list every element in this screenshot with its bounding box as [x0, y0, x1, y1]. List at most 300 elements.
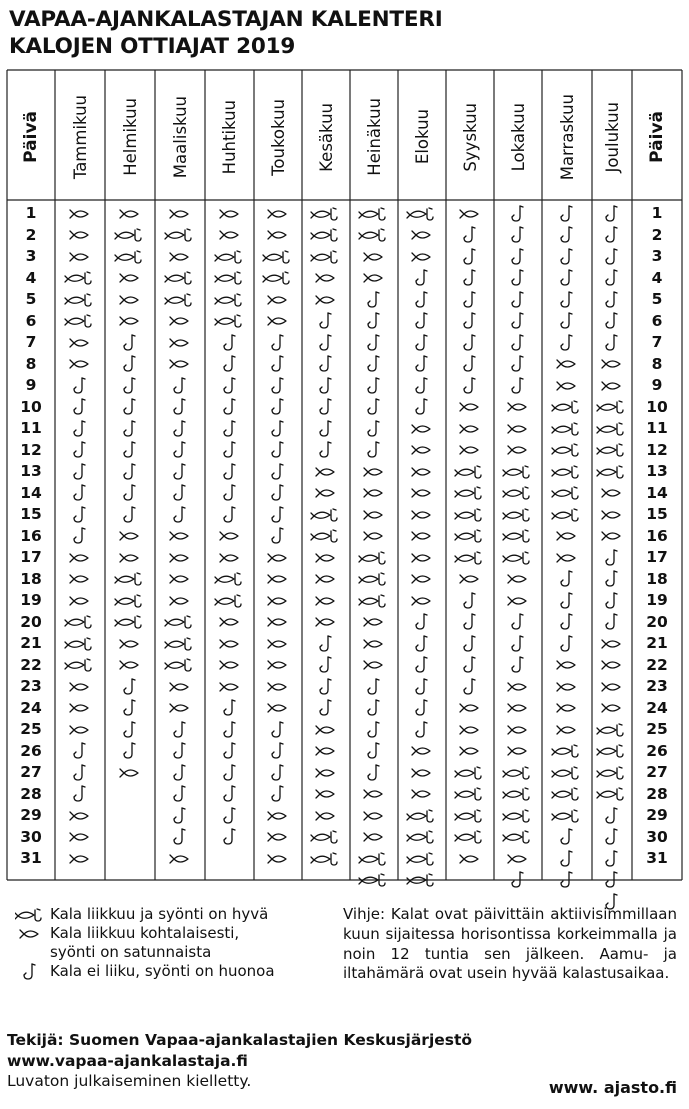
hook-icon [544, 289, 590, 311]
fish-icon [544, 719, 590, 741]
day-number: 31 [20, 849, 42, 867]
fish-icon [207, 203, 253, 225]
hook-icon [544, 612, 590, 634]
hook-icon [351, 741, 397, 763]
hook-icon [495, 203, 541, 225]
hook-icon [255, 483, 301, 505]
day-number: 24 [646, 698, 668, 717]
fish-with-hook-icon [495, 547, 541, 569]
day-number: 10 [646, 397, 668, 416]
fish-icon [495, 569, 541, 591]
day-number: 8 [651, 354, 663, 373]
day-number: 16 [646, 526, 668, 545]
day-number: 18 [646, 569, 668, 588]
hook-icon [351, 354, 397, 376]
day-number: 27 [646, 763, 668, 781]
fish-icon [495, 848, 541, 870]
hook-icon [447, 332, 493, 354]
fish-with-hook-icon [447, 461, 493, 483]
fish-with-hook-icon [255, 268, 301, 290]
hook-icon [157, 397, 203, 419]
day-number: 15 [646, 505, 668, 523]
hook-icon [10, 962, 50, 981]
hook-icon [589, 289, 635, 311]
hook-icon [399, 719, 445, 741]
day-number: 20 [646, 612, 668, 631]
fish-with-hook-icon [157, 268, 203, 290]
hook-icon [207, 827, 253, 849]
fish-with-hook-icon [399, 848, 445, 870]
fish-with-hook-icon [589, 397, 635, 419]
fish-with-hook-icon [157, 655, 203, 677]
legend-bad-text: Kala ei liiku, syönti on huonoa [50, 962, 275, 980]
hook-icon [544, 633, 590, 655]
fish-icon [57, 590, 103, 612]
fish-with-hook-icon [544, 397, 590, 419]
fish-with-hook-icon [399, 203, 445, 225]
hook-icon [589, 569, 635, 591]
fish-with-hook-icon [589, 762, 635, 784]
fish-icon [157, 526, 203, 548]
fish-icon [447, 698, 493, 720]
fish-icon [447, 719, 493, 741]
hook-icon [589, 225, 635, 247]
day-number: 25 [20, 720, 42, 738]
hook-icon [589, 332, 635, 354]
hook-icon [351, 719, 397, 741]
fish-icon [351, 268, 397, 290]
hook-icon [207, 440, 253, 462]
fish-icon [57, 698, 103, 720]
fish-icon [255, 676, 301, 698]
legend-good-text: Kala liikkuu ja syönti on hyvä [50, 905, 269, 923]
fish-icon [495, 719, 541, 741]
day-number: 13 [20, 462, 42, 480]
day-number: 6 [651, 311, 663, 330]
fish-icon [157, 569, 203, 591]
fish-icon [255, 289, 301, 311]
hook-icon [351, 418, 397, 440]
fish-icon [495, 590, 541, 612]
hook-icon [255, 504, 301, 526]
fish-with-hook-icon [57, 612, 103, 634]
hook-icon [207, 504, 253, 526]
fish-icon [157, 547, 203, 569]
day-number: 25 [646, 720, 668, 738]
fish-with-hook-icon [107, 612, 153, 634]
fish-with-hook-icon [207, 590, 253, 612]
hook-icon [303, 633, 349, 655]
legend-moderate-text-2: syönti on satunnaista [50, 943, 212, 961]
hook-icon [207, 483, 253, 505]
month-header [55, 78, 105, 196]
hook-icon [157, 483, 203, 505]
fish-with-hook-icon [157, 289, 203, 311]
hook-icon [495, 633, 541, 655]
hook-icon [447, 246, 493, 268]
hook-icon [544, 268, 590, 290]
day-number: 4 [25, 268, 37, 287]
month-header [155, 78, 205, 196]
hook-icon [399, 633, 445, 655]
hook-icon [589, 870, 635, 892]
hook-icon [303, 655, 349, 677]
hook-icon [157, 375, 203, 397]
header-label: Heinäkuu [364, 98, 384, 176]
fish-with-hook-icon [447, 504, 493, 526]
day-number: 9 [651, 376, 663, 394]
fish-icon [107, 633, 153, 655]
header-label: Maaliskuu [170, 95, 190, 179]
hook-icon [107, 418, 153, 440]
fish-with-hook-icon [589, 461, 635, 483]
day-number: 21 [646, 634, 668, 652]
fish-icon [495, 418, 541, 440]
fish-icon [351, 805, 397, 827]
hook-icon [303, 440, 349, 462]
hook-icon [255, 784, 301, 806]
header-label: Syyskuu [460, 102, 480, 172]
day-number: 9 [25, 376, 37, 394]
fish-with-hook-icon [207, 569, 253, 591]
fish-icon [303, 762, 349, 784]
footer-maker: Tekijä: Suomen Vapaa-ajankalastajien Keskusjärjestö [7, 1031, 473, 1049]
hook-icon [589, 268, 635, 290]
day-number: 2 [25, 225, 37, 244]
fish-icon [351, 633, 397, 655]
fish-with-hook-icon [303, 225, 349, 247]
title-line-2: KALOJEN OTTIAJAT 2019 [9, 34, 296, 59]
fish-icon [399, 784, 445, 806]
hook-icon [589, 590, 635, 612]
day-number: 28 [646, 784, 668, 803]
fish-icon [399, 569, 445, 591]
fish-icon [57, 332, 103, 354]
hook-icon [399, 698, 445, 720]
day-number: 19 [20, 591, 42, 609]
fish-icon [399, 483, 445, 505]
hook-icon [303, 397, 349, 419]
fish-with-hook-icon [157, 633, 203, 655]
hook-icon [107, 397, 153, 419]
hook-icon [57, 504, 103, 526]
hook-icon [255, 332, 301, 354]
hook-icon [399, 268, 445, 290]
hook-icon [495, 225, 541, 247]
hook-icon [255, 762, 301, 784]
hook-icon [495, 612, 541, 634]
hook-icon [589, 246, 635, 268]
fish-with-hook-icon [351, 590, 397, 612]
legend-moderate [10, 924, 315, 962]
day-number: 11 [20, 419, 42, 437]
month-header [105, 78, 155, 196]
fish-icon [544, 676, 590, 698]
hook-icon [157, 741, 203, 763]
fish-icon [255, 225, 301, 247]
hook-icon [207, 784, 253, 806]
day-number: 12 [646, 440, 668, 459]
fish-icon [10, 924, 50, 943]
day-number: 21 [20, 634, 42, 652]
fish-with-hook-icon [303, 526, 349, 548]
day-number: 3 [25, 247, 37, 265]
page-title [9, 6, 443, 60]
day-number: 19 [646, 591, 668, 609]
fish-with-hook-icon [589, 418, 635, 440]
footer-url: www.vapaa-ajankalastaja.fi [7, 1051, 248, 1070]
hook-icon [107, 483, 153, 505]
legend-bad [10, 962, 315, 981]
hook-icon [157, 440, 203, 462]
hook-icon [57, 397, 103, 419]
hook-icon [255, 741, 301, 763]
hook-icon [255, 719, 301, 741]
fish-with-hook-icon [495, 762, 541, 784]
fish-icon [57, 246, 103, 268]
fish-with-hook-icon [495, 827, 541, 849]
fish-with-hook-icon [447, 483, 493, 505]
hook-icon [544, 870, 590, 892]
fish-icon [303, 590, 349, 612]
fish-icon [255, 805, 301, 827]
hook-icon [255, 440, 301, 462]
fish-icon [207, 526, 253, 548]
fish-icon [303, 461, 349, 483]
fish-with-hook-icon [544, 762, 590, 784]
fish-with-hook-icon [107, 246, 153, 268]
month-header [542, 78, 592, 196]
fish-with-hook-icon [495, 526, 541, 548]
fish-icon [447, 397, 493, 419]
hook-icon [351, 676, 397, 698]
fish-icon [157, 246, 203, 268]
day-number: 30 [20, 827, 42, 846]
hook-icon [351, 289, 397, 311]
hook-icon [255, 354, 301, 376]
fish-icon [589, 655, 635, 677]
hook-icon [447, 655, 493, 677]
hook-icon [544, 590, 590, 612]
title-line-1: VAPAA-AJANKALASTAJAN KALENTERI [9, 7, 443, 32]
hook-icon [399, 332, 445, 354]
header-label: Päivä [647, 111, 667, 163]
day-number: 26 [20, 741, 42, 760]
fish-icon [544, 698, 590, 720]
fish-icon [207, 676, 253, 698]
fish-icon [303, 805, 349, 827]
fish-icon [399, 225, 445, 247]
fish-icon [57, 827, 103, 849]
fish-icon [157, 332, 203, 354]
hook-icon [107, 375, 153, 397]
day-number: 17 [646, 548, 668, 566]
fish-icon [399, 461, 445, 483]
hook-icon [107, 504, 153, 526]
fish-icon [255, 698, 301, 720]
footer-rights: Luvaton julkaiseminen kielletty. [7, 1072, 252, 1090]
day-number: 18 [20, 569, 42, 588]
day-number: 31 [646, 849, 668, 867]
fish-with-hook-icon [10, 905, 50, 924]
fish-icon [447, 440, 493, 462]
hook-icon [303, 332, 349, 354]
fish-icon [351, 461, 397, 483]
day-number: 23 [20, 677, 42, 695]
fish-icon [157, 590, 203, 612]
fish-icon [589, 676, 635, 698]
fish-icon [544, 375, 590, 397]
hook-icon [157, 827, 203, 849]
day-number: 22 [646, 655, 668, 674]
fish-icon [107, 526, 153, 548]
hook-icon [157, 461, 203, 483]
fish-icon [207, 633, 253, 655]
hook-icon [495, 354, 541, 376]
hook-icon [447, 225, 493, 247]
fish-with-hook-icon [303, 827, 349, 849]
day-number: 20 [20, 612, 42, 631]
day-number: 27 [20, 763, 42, 781]
day-number: 3 [651, 247, 663, 265]
month-header [302, 78, 350, 196]
fish-icon [399, 762, 445, 784]
fish-icon [303, 289, 349, 311]
fish-with-hook-icon [107, 225, 153, 247]
hook-icon [447, 289, 493, 311]
hook-icon [399, 676, 445, 698]
day-column-header [632, 78, 682, 196]
hook-icon [544, 203, 590, 225]
fish-with-hook-icon [157, 612, 203, 634]
hook-icon [399, 354, 445, 376]
hook-icon [107, 676, 153, 698]
fish-with-hook-icon [351, 225, 397, 247]
hook-icon [207, 762, 253, 784]
day-number: 7 [651, 333, 663, 351]
fish-icon [495, 698, 541, 720]
fish-icon [351, 504, 397, 526]
hook-icon [107, 741, 153, 763]
hook-icon [255, 375, 301, 397]
fish-icon [107, 289, 153, 311]
fish-icon [589, 354, 635, 376]
day-number: 29 [20, 806, 42, 824]
fish-with-hook-icon [447, 762, 493, 784]
fish-icon [351, 827, 397, 849]
hook-icon [589, 311, 635, 333]
hook-icon [495, 332, 541, 354]
month-header [592, 78, 632, 196]
fish-icon [107, 203, 153, 225]
hook-icon [57, 440, 103, 462]
hook-icon [57, 483, 103, 505]
hook-icon [351, 762, 397, 784]
hook-icon [447, 311, 493, 333]
hook-icon [544, 827, 590, 849]
fish-with-hook-icon [447, 827, 493, 849]
hook-icon [544, 225, 590, 247]
month-header [205, 78, 254, 196]
hook-icon [351, 440, 397, 462]
fish-with-hook-icon [447, 526, 493, 548]
fish-icon [157, 203, 203, 225]
hook-icon [303, 311, 349, 333]
hook-icon [207, 461, 253, 483]
fish-with-hook-icon [589, 784, 635, 806]
fish-with-hook-icon [207, 268, 253, 290]
fish-icon [447, 569, 493, 591]
fish-icon [57, 848, 103, 870]
fish-icon [351, 246, 397, 268]
fish-with-hook-icon [589, 719, 635, 741]
fish-icon [447, 848, 493, 870]
fish-with-hook-icon [57, 655, 103, 677]
hook-icon [589, 848, 635, 870]
fish-with-hook-icon [303, 246, 349, 268]
day-number: 15 [20, 505, 42, 523]
fish-icon [157, 676, 203, 698]
hook-icon [107, 332, 153, 354]
hook-icon [303, 698, 349, 720]
legend-moderate-text-1: Kala liikkuu kohtalaisesti, [50, 924, 240, 942]
month-header [254, 78, 302, 196]
hook-icon [157, 418, 203, 440]
fish-icon [399, 741, 445, 763]
fish-with-hook-icon [399, 827, 445, 849]
day-number: 10 [20, 397, 42, 416]
hook-icon [495, 268, 541, 290]
day-number: 26 [646, 741, 668, 760]
fish-icon [107, 311, 153, 333]
hook-icon [157, 784, 203, 806]
day-number: 4 [651, 268, 663, 287]
fish-icon [399, 526, 445, 548]
fish-with-hook-icon [544, 784, 590, 806]
fish-with-hook-icon [351, 870, 397, 892]
fish-icon [447, 741, 493, 763]
fish-with-hook-icon [255, 246, 301, 268]
hook-icon [207, 719, 253, 741]
hook-icon [207, 741, 253, 763]
day-number: 28 [20, 784, 42, 803]
day-number: 14 [20, 483, 42, 502]
hook-icon [495, 246, 541, 268]
hook-icon [107, 461, 153, 483]
hook-icon [57, 741, 103, 763]
legend-good [10, 905, 315, 924]
day-number: 16 [20, 526, 42, 545]
hook-icon [447, 633, 493, 655]
fish-with-hook-icon [495, 483, 541, 505]
fish-icon [544, 655, 590, 677]
fish-icon [399, 547, 445, 569]
hook-icon [544, 332, 590, 354]
hook-icon [495, 870, 541, 892]
fish-icon [303, 719, 349, 741]
fish-icon [303, 547, 349, 569]
day-number: 22 [20, 655, 42, 674]
fish-with-hook-icon [544, 805, 590, 827]
hook-icon [207, 418, 253, 440]
fish-icon [57, 225, 103, 247]
day-number: 12 [20, 440, 42, 459]
fish-icon [107, 547, 153, 569]
fish-icon [351, 655, 397, 677]
fish-icon [57, 547, 103, 569]
hook-icon [255, 397, 301, 419]
fish-with-hook-icon [57, 268, 103, 290]
